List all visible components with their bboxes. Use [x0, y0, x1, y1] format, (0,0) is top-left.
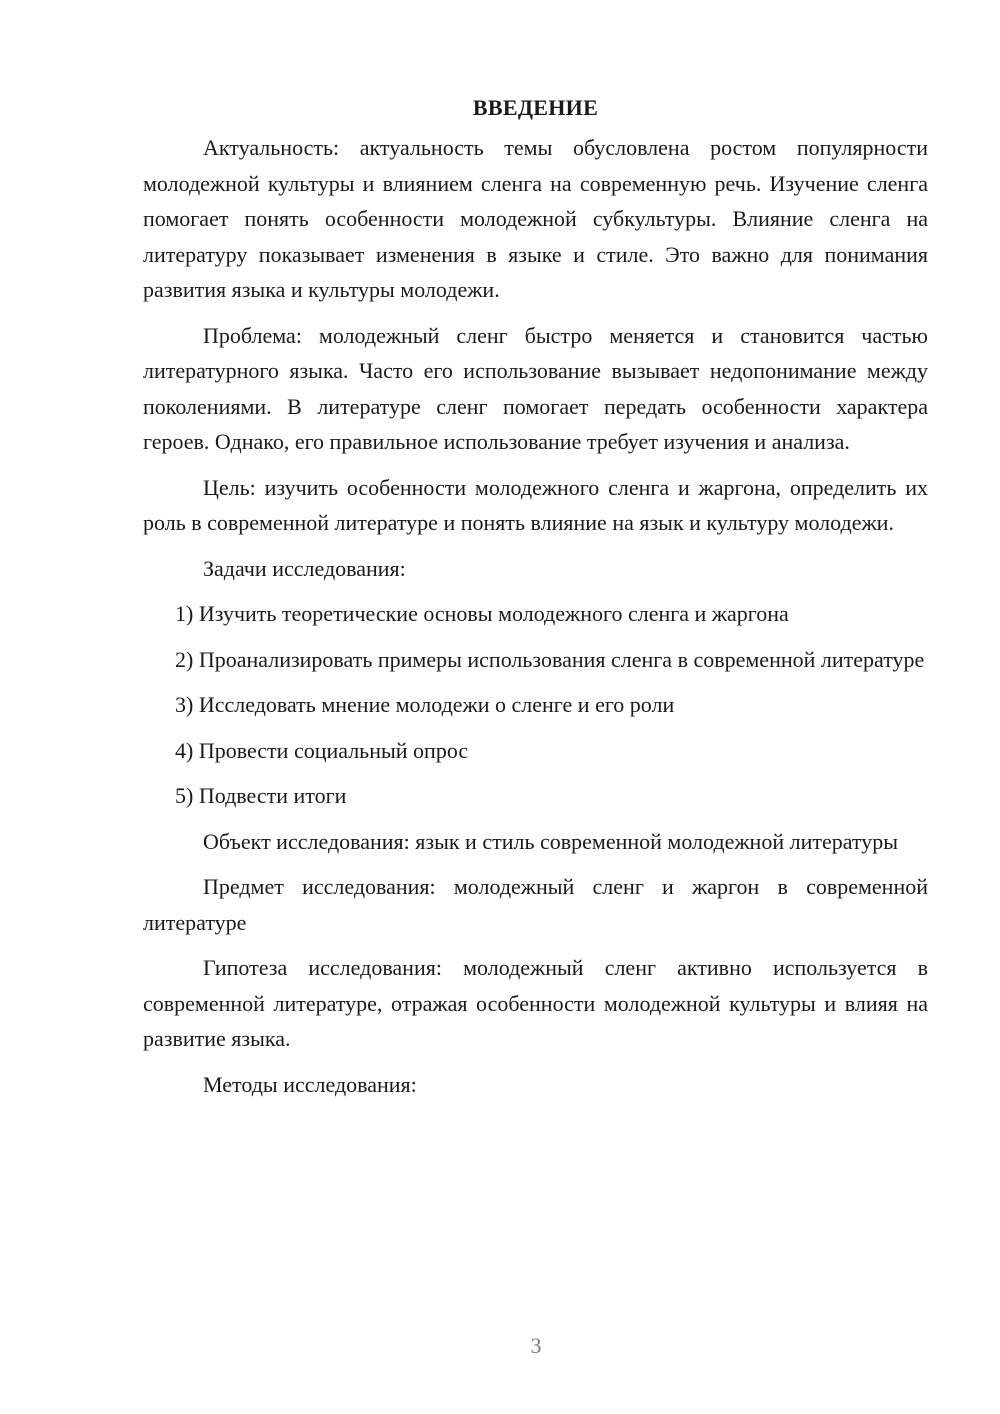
task-item-5: 5) Подвести итоги	[175, 783, 347, 808]
task-item-2: 2) Проанализировать примеры использования сленга в современной литературе	[175, 646, 925, 672]
task-item-1: 1) Изучить теоретические основы молодежного сленга и жаргона	[175, 601, 789, 626]
paragraph-hypothesis: Гипотеза исследования: молодежный сленг активно используется в современной литературе, отражая особенности молодежной культуры и влияя на развитие языка.	[143, 955, 928, 1051]
paragraph-tasks-heading: Задачи исследования:	[203, 555, 406, 581]
paragraph-problem: Проблема: молодежный сленг быстро меняется и становится частью литературного языка. Часто его использование вызывает недопонимание между поколениями. В литературе сленг помогает передать особенности характера героев. Однако, его правильное использование требует изучения и анализа.	[143, 322, 928, 454]
paragraph-subject: Предмет исследования: молодежный сленг и жаргон в современной литературе	[143, 874, 928, 935]
paragraph-goal: Цель: изучить особенности молодежного сленга и жаргона, определить их роль в современной литературе и понять влияние на язык и культуру молодежи.	[143, 474, 928, 535]
task-item-3: 3) Исследовать мнение молодежи о сленге и его роли	[175, 692, 675, 717]
page-number: 3	[530, 1333, 542, 1358]
task-item-4: 4) Провести социальный опрос	[175, 737, 469, 763]
page-title: ВВЕДЕНИЕ	[472, 95, 599, 120]
paragraph-relevance: Актуальность: актуальность темы обусловлена ростом популярности молодежной культуры и влиянием сленга на современную речь. Изучение сленга помогает понять особенности молодежной субкультуры. Влияние сленга на литературу показывает изменения в языке и стиле. Это важно для понимания развития языка и культуры молодежи.	[143, 135, 928, 302]
document-page	[143, 90, 928, 1112]
paragraph-object: Объект исследования: язык и стиль современной молодежной литературы	[203, 828, 899, 854]
paragraph-methods: Методы исследования:	[203, 1071, 417, 1097]
